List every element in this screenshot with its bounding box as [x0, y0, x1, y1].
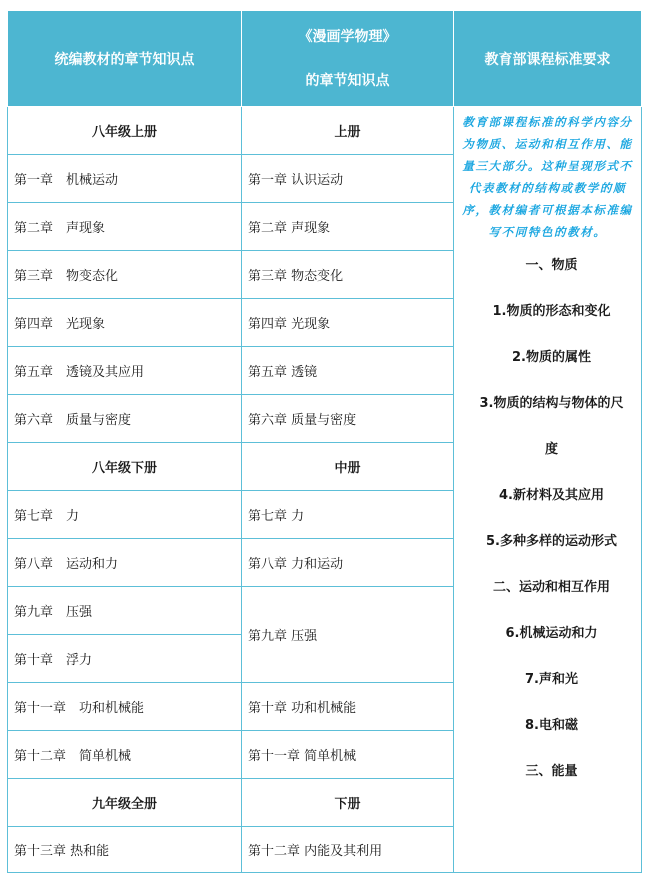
textbook-chapter: 第四章 光现象 — [8, 299, 242, 347]
req-item: 8.电和磁 — [525, 718, 578, 733]
textbook-chapter: 第三章 物变态化 — [8, 251, 242, 299]
textbook-chapter: 第十二章 简单机械 — [8, 731, 242, 779]
comic-chapter: 第十章 功和机械能 — [242, 683, 454, 731]
comic-chapter: 第四章 光现象 — [242, 299, 454, 347]
requirements-cell — [454, 107, 642, 873]
volume-label: 中册 — [242, 443, 454, 491]
textbook-chapter: 第五章 透镜及其应用 — [8, 347, 242, 395]
req-item: 二、运动和相互作用 — [492, 580, 610, 595]
textbook-chapter: 第九章 压强 — [8, 587, 242, 635]
comic-chapter: 第一章 认识运动 — [242, 155, 454, 203]
header-row — [8, 11, 642, 107]
grade-label: 八年级上册 — [8, 107, 242, 155]
header-col-textbook: 统编教材的章节知识点 — [8, 11, 242, 107]
textbook-chapter: 第十三章 热和能 — [8, 827, 242, 873]
textbook-chapter: 第八章 运动和力 — [8, 539, 242, 587]
textbook-chapter: 第一章 机械运动 — [8, 155, 242, 203]
comic-chapter: 第八章 力和运动 — [242, 539, 454, 587]
comic-chapter: 第七章 力 — [242, 491, 454, 539]
header-col-standard: 教育部课程标准要求 — [454, 11, 642, 107]
header-col-comic-line2: 的章节知识点 — [305, 72, 390, 89]
comic-chapter: 第三章 物态变化 — [242, 251, 454, 299]
grade-label: 八年级下册 — [8, 443, 242, 491]
textbook-chapter: 第六章 质量与密度 — [8, 395, 242, 443]
req-item: 4.新材料及其应用 — [499, 488, 604, 503]
header-col-comic — [242, 11, 454, 107]
grade-label: 九年级全册 — [8, 779, 242, 827]
req-item: 2.物质的属性 — [512, 350, 591, 365]
textbook-chapter: 第十一章 功和机械能 — [8, 683, 242, 731]
textbook-chapter: 第二章 声现象 — [8, 203, 242, 251]
comic-chapter: 第二章 声现象 — [242, 203, 454, 251]
volume-label: 上册 — [242, 107, 454, 155]
comic-chapter: 第十二章 内能及其利用 — [242, 827, 454, 873]
comic-chapter: 第五章 透镜 — [242, 347, 454, 395]
textbook-chapter: 第十章 浮力 — [8, 635, 242, 683]
req-item: 3.物质的结构与物体的尺 — [479, 396, 624, 411]
comic-chapter: 第十一章 简单机械 — [242, 731, 454, 779]
req-item: 5.多种多样的运动形式 — [486, 534, 617, 549]
table-row — [8, 107, 642, 155]
header-col-comic-line1: 《漫画学物理》 — [298, 28, 397, 45]
textbook-chapter: 第七章 力 — [8, 491, 242, 539]
req-item: 三、能量 — [525, 764, 578, 779]
standard-note: 教育部课程标准的科学内容分为物质、运动和相互作用、能量三大部分。这种呈现形式不代表教材的结构或教学的顺序，教材编者可根据本标准编写不同特色的教材。 — [462, 115, 633, 239]
req-item: 6.机械运动和力 — [505, 626, 598, 641]
comic-chapter: 第六章 质量与密度 — [242, 395, 454, 443]
req-item: 度 — [544, 442, 558, 457]
volume-label: 下册 — [242, 779, 454, 827]
req-item: 1.物质的形态和变化 — [492, 304, 611, 319]
comic-chapter: 第九章 压强 — [242, 587, 454, 683]
req-item: 7.声和光 — [525, 672, 578, 687]
curriculum-comparison-table — [7, 10, 642, 873]
req-item: 一、物质 — [525, 258, 578, 273]
